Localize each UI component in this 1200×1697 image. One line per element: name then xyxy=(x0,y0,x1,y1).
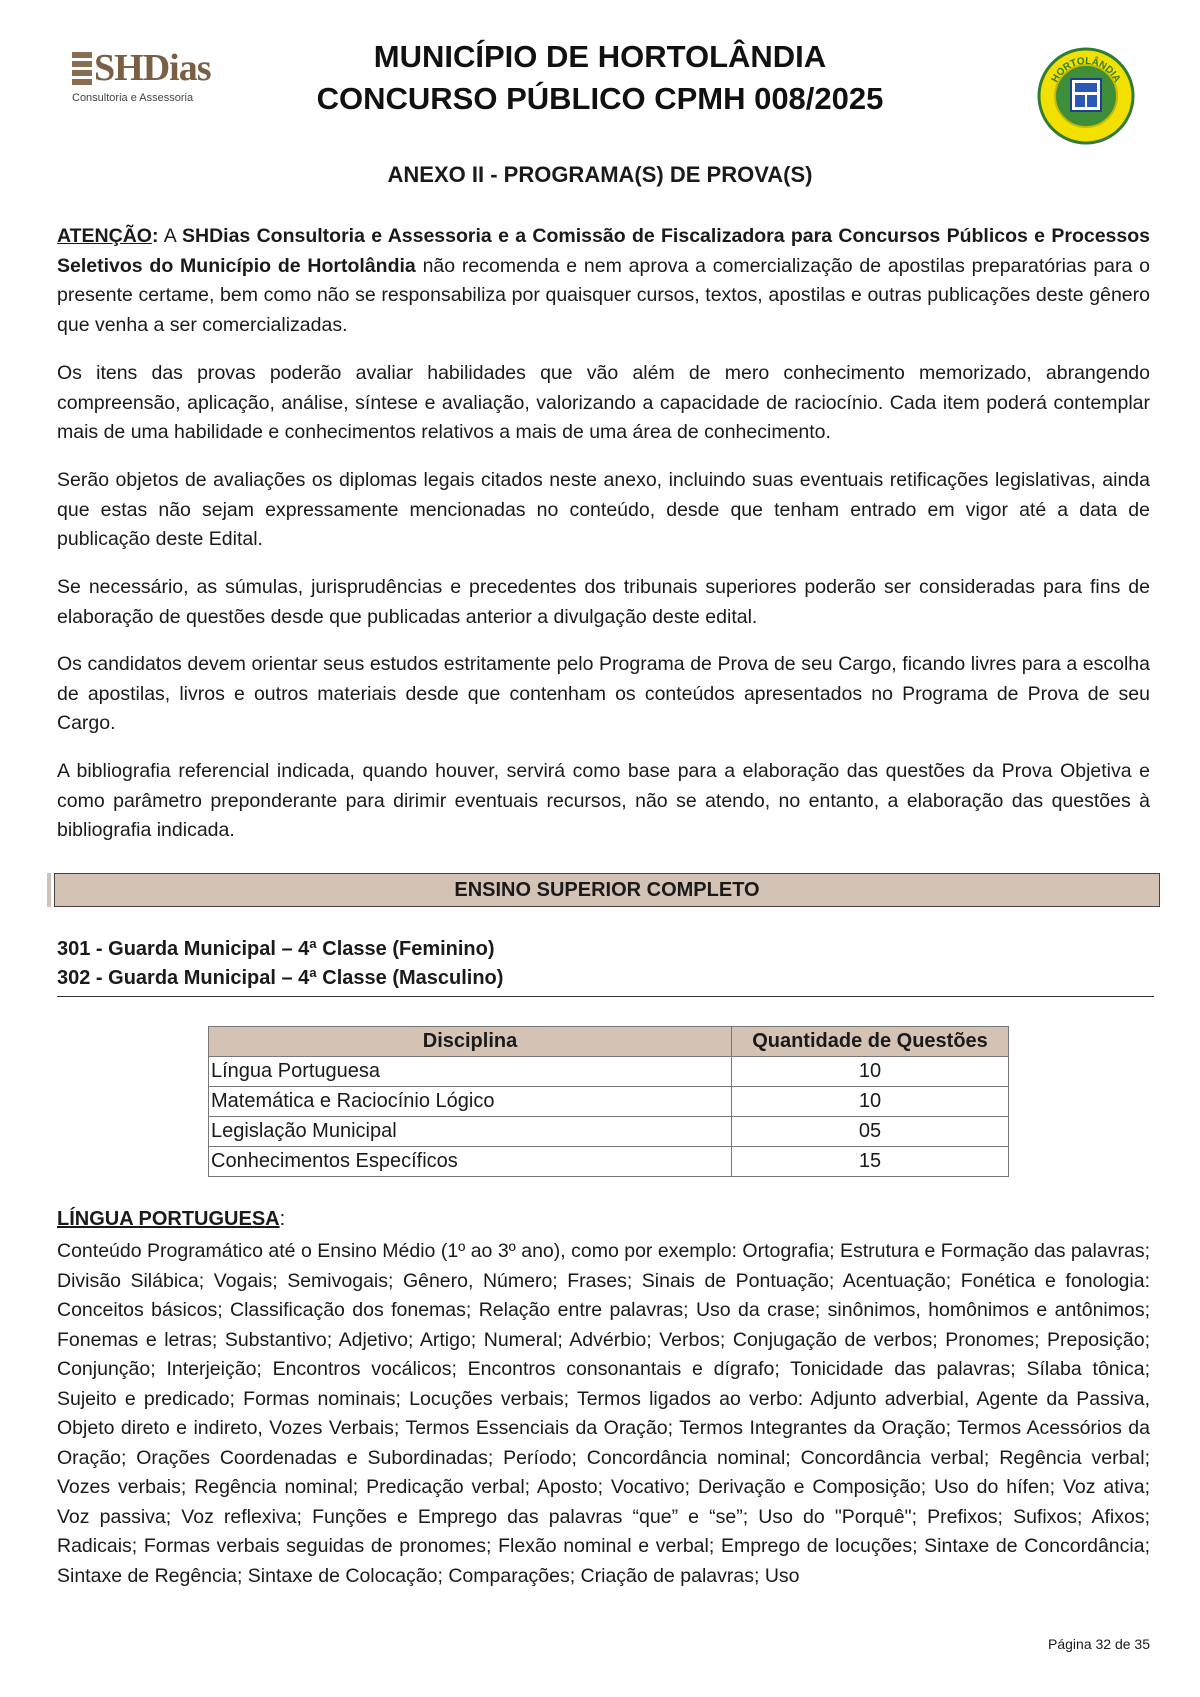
paragraph-5: A bibliografia referencial indicada, quando houver, servirá como base para a elaboração das questões da Prova Objetiva e como parâmetro preponderante para dirimir eventuais recursos, não se atendo, no entanto, a elaboração das questões à bibliografia indicada. xyxy=(57,760,1150,841)
cell-quantidade: 10 xyxy=(732,1087,1009,1117)
cell-disciplina: Legislação Municipal xyxy=(209,1117,732,1147)
section-title: LÍNGUA PORTUGUESA xyxy=(57,1208,280,1230)
education-level-band: ENSINO SUPERIOR COMPLETO xyxy=(54,873,1160,907)
paragraph-2: Serão objetos de avaliações os diplomas legais citados neste anexo, incluindo suas eventuais retificações legislativas, ainda que estas não sejam expressamente mencionadas no conteúdo, desde que tenham entrado em vigor até a data de publicação deste Edital. xyxy=(57,469,1150,550)
divider xyxy=(57,996,1154,997)
shdias-logo xyxy=(72,46,212,110)
cell-quantidade: 10 xyxy=(732,1057,1009,1087)
cargo-list xyxy=(57,935,503,993)
section-content: Conteúdo Programático até o Ensino Médio (1º ao 3º ano), como por exemplo: Ortografia; Estrutura e Formação das palavras; Divisão Silábica; Vogais; Semivogais; Gênero, Número; Frases; Sinais de Pontuação; Acentuação; Fonética e fonologia: Conceitos básicos; Classificação dos fonemas; Relação entre palavras; Uso da crase; sinônimos, homônimos e antônimos; Fonemas e letras; Substantivo; Adjetivo; Artigo; Numeral; Advérbio; Verbos; Conjugação de verbos; Pronomes; Preposição; Conjunção; Interjeição; Encontros vocálicos; Encontros consonantais e dígrafo; Tonicidade das palavras; Sílaba tônica; Sujeito e predicado; Formas nominais; Locuções verbais; Termos ligados ao verbo: Adjunto adverbial, Agente da Passiva, Objeto direto e indireto, Vozes Verbais; Termos Essenciais da Oração; Termos Integrantes da Oração; Termos Acessórios da Oração; Orações Coordenadas e Subordinadas; Período; Concordância nominal; Concordância verbal; Regência verbal; Vozes verbais; Regência nominal; Predicação verbal; Aposto; Vocativo; Derivação e Composição; Uso do hífen; Voz ativa; Voz passiva; Voz reflexiva; Funções e Emprego das palavras “que” e “se”; Uso do "Porquê"; Prefixos; Sufixos; Afixos; Radicais; Formas verbais seguidas de pronomes; Flexão nominal e verbal; Emprego de locuções; Sintaxe de Concordância; Sintaxe de Regência; Sintaxe de Colocação; Comparações; Criação de palavras; Uso xyxy=(57,1240,1150,1587)
cell-quantidade: 05 xyxy=(732,1117,1009,1147)
cell-disciplina: Matemática e Raciocínio Lógico xyxy=(209,1087,732,1117)
annex-title: ANEXO II - PROGRAMA(S) DE PROVA(S) xyxy=(387,162,813,187)
table-header-row xyxy=(209,1027,1009,1057)
header-disciplina: Disciplina xyxy=(209,1027,732,1057)
table-row xyxy=(209,1117,1009,1147)
hortolandia-seal-icon xyxy=(1036,46,1136,146)
section-colon: : xyxy=(279,1208,286,1230)
cell-disciplina: Língua Portuguesa xyxy=(209,1057,732,1087)
paragraph-3: Se necessário, as súmulas, jurisprudências e precedentes dos tribunais superiores poderão ser consideradas para fins de elaboração de questões desde que publicadas anterior a divulgação deste edital. xyxy=(57,576,1150,628)
page-number: Página 32 de 35 xyxy=(1048,1636,1150,1652)
attention-entities: SHDias Consultoria e Assessoria e a Comissão de Fiscalizadora para Concursos Públicos e Processos Seletivos do Município de Hortolândia xyxy=(57,225,1150,277)
page-header-title xyxy=(230,36,970,120)
attention-label: ATENÇÃO xyxy=(57,225,152,247)
cargo-item: 301 - Guarda Municipal – 4ª Classe (Feminino) xyxy=(57,938,495,960)
attention-pre: A xyxy=(158,225,182,247)
paragraph-4: Os candidatos devem orientar seus estudos estritamente pelo Programa de Prova de seu Cargo, ficando livres para a escolha de apostilas, livros e outros materiais desde que contenham os conteúdos apresentados no Programa de Prova de seu Cargo. xyxy=(57,653,1150,734)
attention-colon: : xyxy=(151,225,159,247)
header-quantidade: Quantidade de Questões xyxy=(732,1027,1009,1057)
logo-brand: SHDias xyxy=(94,47,211,89)
table-row xyxy=(209,1147,1009,1177)
cargo-item: 302 - Guarda Municipal – 4ª Classe (Masculino) xyxy=(57,967,504,989)
band-edge xyxy=(47,873,51,907)
section-heading xyxy=(57,1208,285,1231)
attention-rest: não recomenda e nem aprova a comercialização de apostilas preparatórias para o presente certame, bem como não se responsabiliza por quaisquer cursos, textos, apostilas e outras publicações deste gênero que venha a ser comercializadas. xyxy=(57,254,1151,336)
table-row xyxy=(209,1087,1009,1117)
seal-text: HORTOLÂNDIA xyxy=(1049,55,1123,85)
paragraph-1: Os itens das provas poderão avaliar habilidades que vão além de mero conhecimento memorizado, abrangendo compreensão, aplicação, análise, síntese e avaliação, valorizando a capacidade de raciocínio. Cada item poderá contemplar mais de uma habilidade e conhecimentos relativos a mais de uma área de conhecimento. xyxy=(57,362,1150,443)
table-row xyxy=(209,1057,1009,1087)
cell-disciplina: Conhecimentos Específicos xyxy=(209,1147,732,1177)
attention-paragraph xyxy=(57,222,1150,340)
logo-subtitle: Consultoria e Assessoria xyxy=(72,92,194,104)
header-line-2: CONCURSO PÚBLICO CPMH 008/2025 xyxy=(316,81,884,116)
logo-mark-icon xyxy=(72,52,92,85)
cell-quantidade: 15 xyxy=(732,1147,1009,1177)
header-line-1: MUNICÍPIO DE HORTOLÂNDIA xyxy=(373,39,827,74)
questions-table xyxy=(208,1026,1009,1177)
